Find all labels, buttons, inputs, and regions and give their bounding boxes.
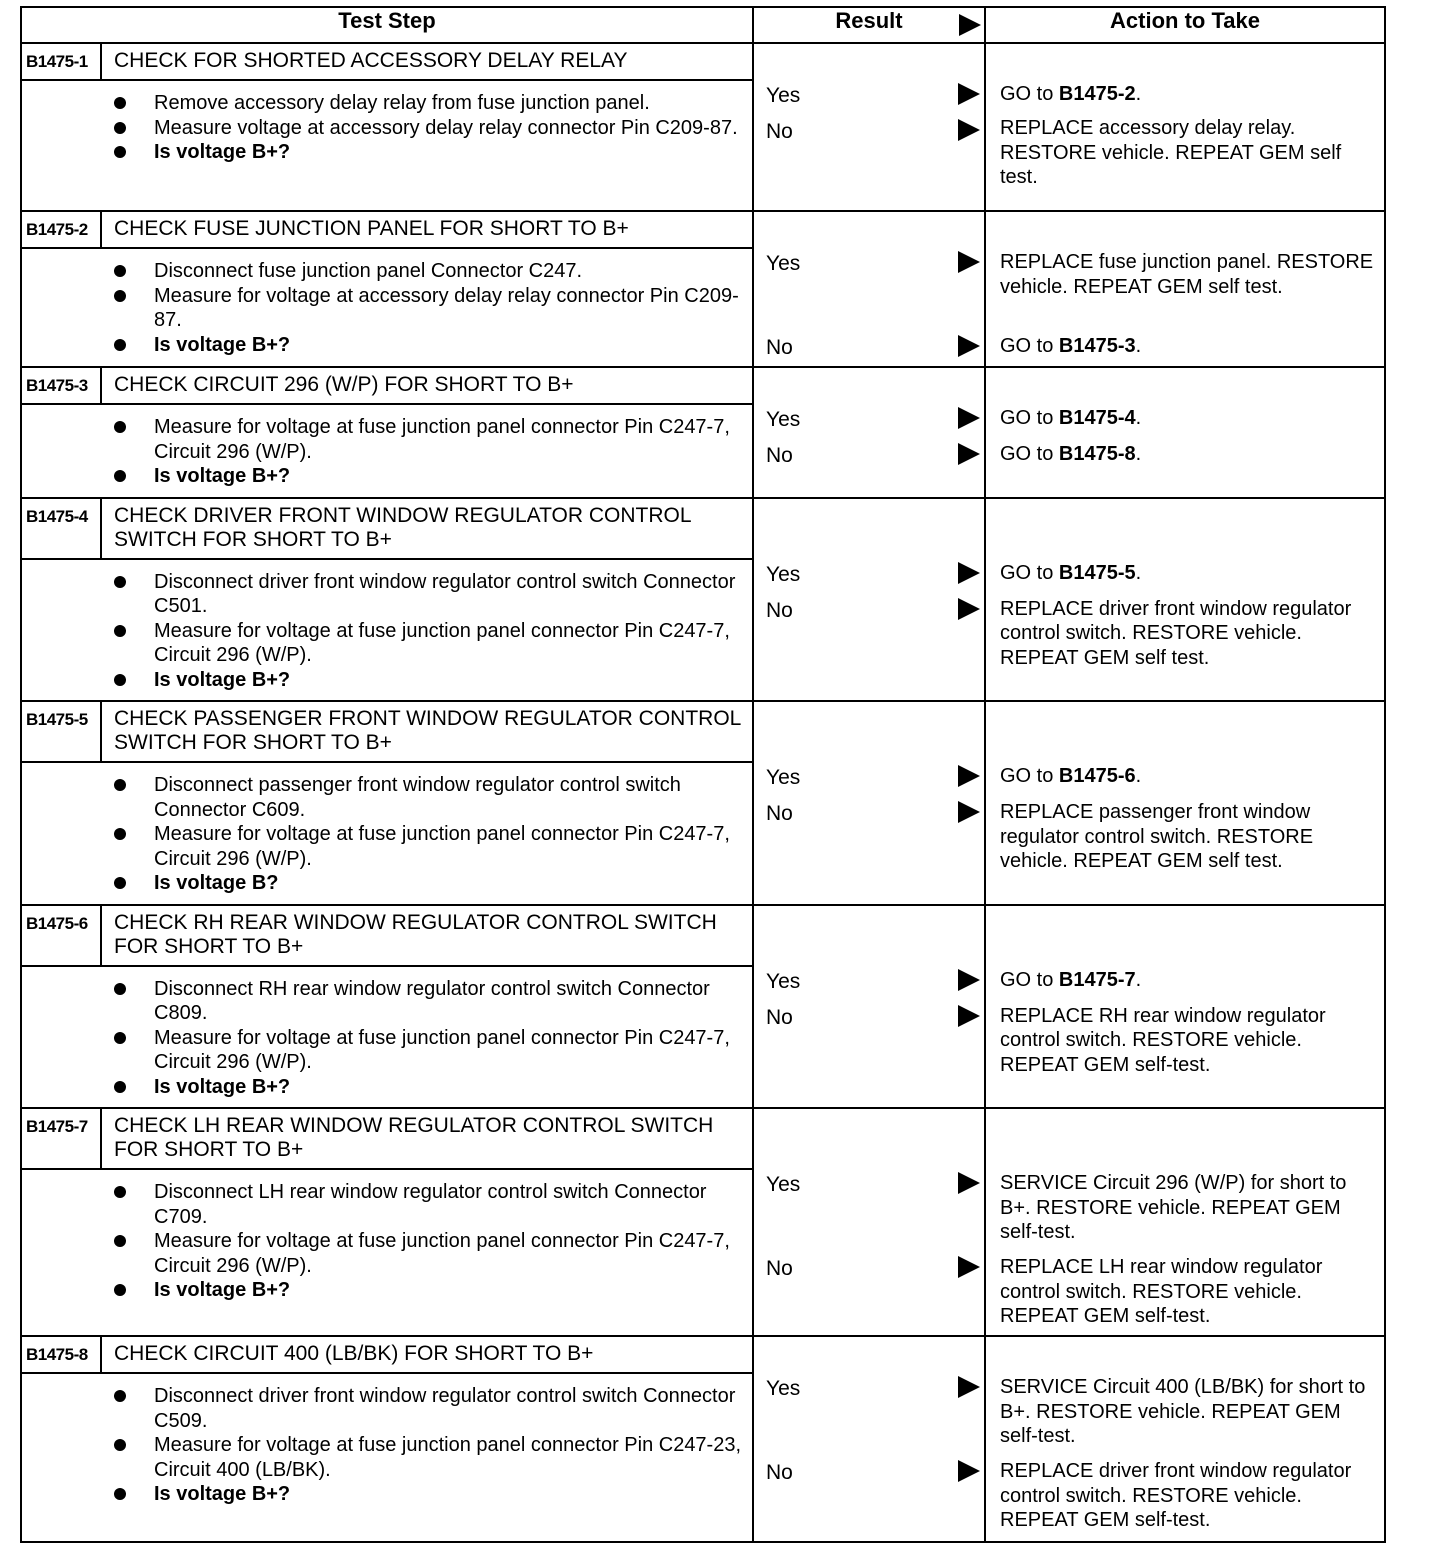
result-no xyxy=(766,1006,984,1034)
step-title: CHECK PASSENGER FRONT WINDOW REGULATOR CONTROL SWITCH FOR SHORT TO B+ xyxy=(114,707,741,754)
step-instruction: Measure for voltage at fuse junction panel connector Pin C247-7, Circuit 296 (W/P). xyxy=(106,1026,752,1075)
step-instruction: Measure for voltage at accessory delay relay connector Pin C209-87. xyxy=(106,284,752,333)
step-row-b1475-7 xyxy=(21,1108,1385,1336)
result-header-label: Result xyxy=(835,8,903,33)
bullet-dot-icon xyxy=(114,265,126,277)
arrow-right-icon xyxy=(958,335,980,357)
action-text: GO to B1475-3. xyxy=(1000,335,1142,357)
bullet-dot-icon xyxy=(114,1439,126,1451)
result-label: No xyxy=(766,1461,793,1484)
bullet-dot-icon xyxy=(114,1081,126,1093)
arrow-right-icon xyxy=(958,765,980,787)
step-question: Is voltage B+? xyxy=(106,668,752,693)
step-title: CHECK CIRCUIT 296 (W/P) FOR SHORT TO B+ xyxy=(114,373,574,396)
step-question: Is voltage B+? xyxy=(106,1482,752,1507)
action-text: GO to B1475-2. xyxy=(1000,83,1142,105)
result-label: No xyxy=(766,1257,793,1280)
result-no xyxy=(766,802,984,830)
action-text: GO to B1475-7. xyxy=(1000,968,1142,991)
step-title: CHECK DRIVER FRONT WINDOW REGULATOR CONTROL SWITCH FOR SHORT TO B+ xyxy=(114,503,691,551)
action-text: SERVICE Circuit 296 (W/P) for short to B+. RESTORE vehicle. REPEAT GEM self-test. xyxy=(1000,1172,1347,1243)
bullet-dot-icon xyxy=(114,146,126,158)
step-header xyxy=(22,1337,752,1374)
step-instruction: Disconnect RH rear window regulator control switch Connector C809. xyxy=(106,977,752,1026)
result-cell xyxy=(753,43,985,211)
step-bullets xyxy=(22,763,752,904)
result-cell xyxy=(753,1336,985,1542)
bullet-dot-icon xyxy=(114,779,126,791)
step-instruction: Measure for voltage at fuse junction panel connector Pin C247-7, Circuit 296 (W/P). xyxy=(106,1229,752,1278)
step-instruction: Measure for voltage at fuse junction panel connector Pin C247-7, Circuit 296 (W/P). xyxy=(106,619,752,668)
diagnostic-table-sheet xyxy=(20,6,1384,1543)
step-header xyxy=(22,368,752,405)
arrow-right-icon xyxy=(958,1460,980,1482)
bullet-dot-icon xyxy=(114,470,126,482)
step-instruction: Disconnect passenger front window regulator control switch Connector C609. xyxy=(106,773,752,822)
result-no xyxy=(766,336,984,364)
action-text: REPLACE passenger front window regulator control switch. RESTORE vehicle. REPEAT GEM self test. xyxy=(1000,801,1314,872)
step-question: Is voltage B+? xyxy=(106,1278,752,1303)
result-label: Yes xyxy=(766,1173,801,1196)
bullet-dot-icon xyxy=(114,877,126,889)
step-reference: B1475-6 xyxy=(1058,765,1136,787)
arrow-right-icon xyxy=(958,969,980,991)
step-row-b1475-2 xyxy=(21,211,1385,367)
step-id: B1475-2 xyxy=(22,212,102,247)
result-no xyxy=(766,599,984,627)
bullet-dot-icon xyxy=(114,828,126,840)
arrow-right-icon xyxy=(958,1256,980,1278)
bullet-dot-icon xyxy=(114,122,126,134)
bullet-dot-icon xyxy=(114,625,126,637)
bullet-dot-icon xyxy=(114,290,126,302)
bullet-dot-icon xyxy=(114,576,126,588)
arrow-right-icon xyxy=(958,251,980,273)
arrow-right-icon xyxy=(958,598,980,620)
step-instruction: Disconnect driver front window regulator control switch Connector C509. xyxy=(106,1384,752,1433)
step-question: Is voltage B+? xyxy=(106,333,752,358)
result-no xyxy=(766,444,984,472)
step-instruction: Disconnect fuse junction panel Connector C247. xyxy=(106,259,752,284)
result-yes xyxy=(766,1173,984,1201)
step-reference: B1475-2 xyxy=(1058,83,1136,105)
step-reference: B1475-3 xyxy=(1058,335,1136,357)
result-cell xyxy=(753,1108,985,1336)
result-label: Yes xyxy=(766,969,801,993)
step-reference: B1475-5 xyxy=(1058,561,1136,584)
step-question: Is voltage B+? xyxy=(106,140,752,165)
bullet-dot-icon xyxy=(114,1488,126,1500)
step-id: B1475-5 xyxy=(22,702,102,761)
arrow-right-icon xyxy=(958,83,980,105)
arrow-right-icon xyxy=(958,443,980,465)
action-cell xyxy=(985,367,1385,498)
step-instruction: Measure for voltage at fuse junction panel connector Pin C247-7, Circuit 296 (W/P). xyxy=(106,415,752,464)
action-header: Action to Take xyxy=(985,7,1385,43)
result-cell xyxy=(753,701,985,905)
result-yes xyxy=(766,970,984,998)
result-yes xyxy=(766,766,984,794)
bullet-dot-icon xyxy=(114,1390,126,1402)
step-question: Is voltage B? xyxy=(106,871,752,896)
header-row xyxy=(21,7,1385,43)
result-no xyxy=(766,1257,984,1285)
step-instruction: Disconnect driver front window regulator control switch Connector C501. xyxy=(106,570,752,619)
step-id: B1475-7 xyxy=(22,1109,102,1168)
result-cell xyxy=(753,367,985,498)
step-bullets xyxy=(22,249,752,365)
result-label: No xyxy=(766,120,793,143)
step-row-b1475-1 xyxy=(21,43,1385,211)
step-bullets xyxy=(22,1374,752,1515)
bullet-dot-icon xyxy=(114,1186,126,1198)
action-text: REPLACE fuse junction panel. RESTORE vehicle. REPEAT GEM self test. xyxy=(1000,251,1374,298)
step-title: CHECK FOR SHORTED ACCESSORY DELAY RELAY xyxy=(114,49,628,72)
result-cell xyxy=(753,211,985,367)
result-label: Yes xyxy=(766,252,801,275)
step-instruction: Disconnect LH rear window regulator control switch Connector C709. xyxy=(106,1180,752,1229)
arrow-right-icon xyxy=(958,1172,980,1194)
step-cell xyxy=(21,1108,753,1336)
result-header xyxy=(753,7,985,43)
action-text: REPLACE driver front window regulator control switch. RESTORE vehicle. REPEAT GEM self-test. xyxy=(1000,1460,1352,1531)
step-cell xyxy=(21,211,753,367)
result-yes xyxy=(766,408,984,436)
result-yes xyxy=(766,84,984,112)
action-text: GO to B1475-5. xyxy=(1000,561,1142,584)
action-cell xyxy=(985,1108,1385,1336)
result-label: No xyxy=(766,598,793,622)
step-header xyxy=(22,702,752,763)
step-reference: B1475-4 xyxy=(1058,407,1136,429)
bullet-dot-icon xyxy=(114,421,126,433)
step-header xyxy=(22,44,752,81)
step-bullets xyxy=(22,560,752,701)
step-instruction: Measure voltage at accessory delay relay connector Pin C209-87. xyxy=(106,116,752,141)
step-id: B1475-3 xyxy=(22,368,102,403)
step-cell xyxy=(21,43,753,211)
result-label: Yes xyxy=(766,84,801,107)
step-cell xyxy=(21,498,753,702)
step-bullets xyxy=(22,81,752,173)
result-label: No xyxy=(766,336,793,359)
step-cell xyxy=(21,1336,753,1542)
bullet-dot-icon xyxy=(114,983,126,995)
step-question: Is voltage B+? xyxy=(106,464,752,489)
result-cell xyxy=(753,905,985,1109)
step-row-b1475-5 xyxy=(21,701,1385,905)
step-bullets xyxy=(22,405,752,497)
arrow-right-icon xyxy=(959,14,981,36)
result-label: Yes xyxy=(766,1377,801,1400)
action-text: REPLACE LH rear window regulator control switch. RESTORE vehicle. REPEAT GEM self-test. xyxy=(1000,1256,1323,1327)
step-instruction: Measure for voltage at fuse junction panel connector Pin C247-7, Circuit 296 (W/P). xyxy=(106,822,752,871)
step-title: CHECK RH REAR WINDOW REGULATOR CONTROL SWITCH FOR SHORT TO B+ xyxy=(114,910,717,958)
action-cell xyxy=(985,1336,1385,1542)
action-cell xyxy=(985,43,1385,211)
bullet-dot-icon xyxy=(114,674,126,686)
result-no xyxy=(766,120,984,148)
step-bullets xyxy=(22,1170,752,1311)
arrow-right-icon xyxy=(958,1005,980,1027)
step-row-b1475-6 xyxy=(21,905,1385,1109)
action-cell xyxy=(985,211,1385,367)
action-text: GO to B1475-4. xyxy=(1000,407,1142,429)
action-text: GO to B1475-8. xyxy=(1000,443,1142,465)
arrow-right-icon xyxy=(958,1376,980,1398)
bullet-dot-icon xyxy=(114,97,126,109)
arrow-right-icon xyxy=(958,562,980,584)
result-yes xyxy=(766,252,984,280)
step-header xyxy=(22,906,752,967)
step-reference: B1475-7 xyxy=(1058,968,1136,991)
bullet-dot-icon xyxy=(114,1235,126,1247)
action-text: SERVICE Circuit 400 (LB/BK) for short to B+. RESTORE vehicle. REPEAT GEM self-test. xyxy=(1000,1376,1366,1447)
bullet-dot-icon xyxy=(114,1284,126,1296)
test-step-header: Test Step xyxy=(21,7,753,43)
table-body xyxy=(21,43,1385,1542)
step-instruction: Remove accessory delay relay from fuse junction panel. xyxy=(106,91,752,116)
step-bullets xyxy=(22,967,752,1108)
step-id: B1475-6 xyxy=(22,906,102,965)
action-cell xyxy=(985,701,1385,905)
step-title: CHECK LH REAR WINDOW REGULATOR CONTROL SWITCH FOR SHORT TO B+ xyxy=(114,1114,714,1161)
result-yes xyxy=(766,1377,984,1405)
step-id: B1475-4 xyxy=(22,499,102,558)
step-instruction: Measure for voltage at fuse junction panel connector Pin C247-23, Circuit 400 (LB/BK). xyxy=(106,1433,752,1482)
arrow-right-icon xyxy=(958,407,980,429)
step-reference: B1475-8 xyxy=(1058,443,1136,465)
result-label: Yes xyxy=(766,562,801,586)
step-title: CHECK CIRCUIT 400 (LB/BK) FOR SHORT TO B+ xyxy=(114,1342,594,1365)
result-yes xyxy=(766,563,984,591)
action-text: GO to B1475-6. xyxy=(1000,765,1142,787)
step-id: B1475-8 xyxy=(22,1337,102,1372)
step-header xyxy=(22,1109,752,1170)
arrow-right-icon xyxy=(958,119,980,141)
bullet-dot-icon xyxy=(114,339,126,351)
result-label: Yes xyxy=(766,766,801,789)
step-cell xyxy=(21,905,753,1109)
action-text: REPLACE driver front window regulator control switch. RESTORE vehicle. REPEAT GEM self test. xyxy=(1000,597,1352,669)
result-label: Yes xyxy=(766,408,801,431)
result-label: No xyxy=(766,1005,793,1029)
step-title: CHECK FUSE JUNCTION PANEL FOR SHORT TO B+ xyxy=(114,217,629,240)
diagnostic-table xyxy=(20,6,1386,1543)
step-cell xyxy=(21,701,753,905)
action-cell xyxy=(985,498,1385,702)
result-label: No xyxy=(766,802,793,825)
step-id: B1475-1 xyxy=(22,44,102,79)
action-text: REPLACE accessory delay relay. RESTORE vehicle. REPEAT GEM self test. xyxy=(1000,117,1342,188)
bullet-dot-icon xyxy=(114,1032,126,1044)
step-cell xyxy=(21,367,753,498)
step-row-b1475-4 xyxy=(21,498,1385,702)
step-row-b1475-8 xyxy=(21,1336,1385,1542)
action-cell xyxy=(985,905,1385,1109)
step-header xyxy=(22,212,752,249)
result-no xyxy=(766,1461,984,1489)
result-cell xyxy=(753,498,985,702)
step-row-b1475-3 xyxy=(21,367,1385,498)
step-header xyxy=(22,499,752,560)
action-text: REPLACE RH rear window regulator control switch. RESTORE vehicle. REPEAT GEM self-test. xyxy=(1000,1004,1326,1076)
arrow-right-icon xyxy=(958,801,980,823)
step-question: Is voltage B+? xyxy=(106,1075,752,1100)
result-label: No xyxy=(766,444,793,467)
